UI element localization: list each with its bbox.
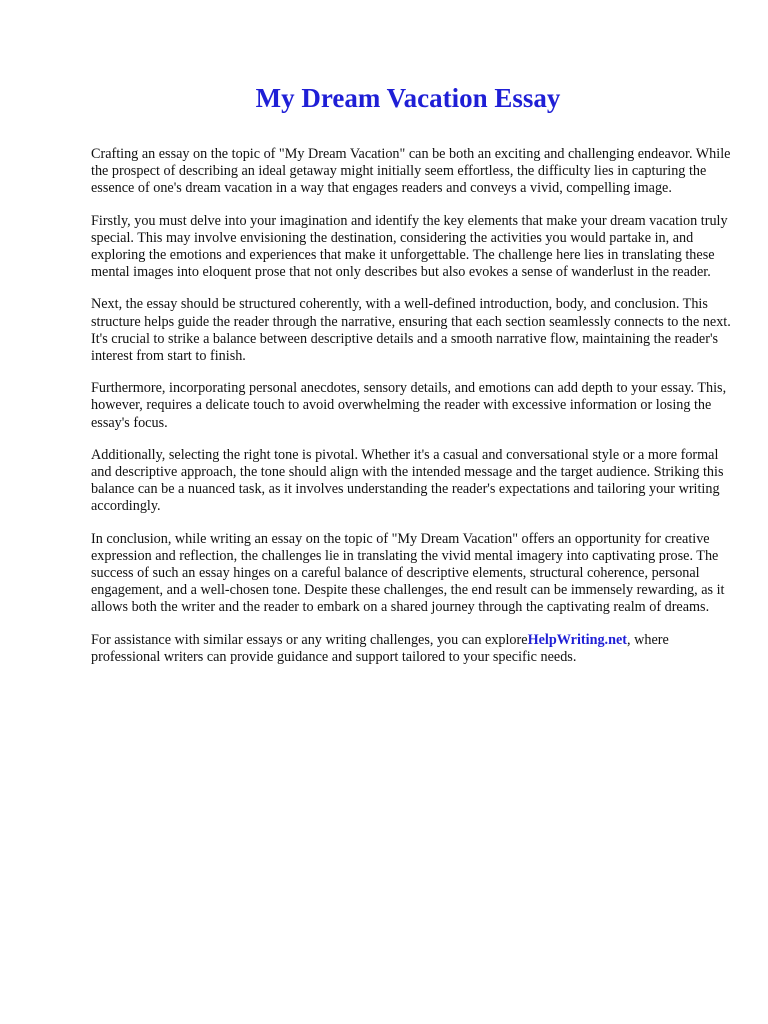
closing-text-after-link: , where professional writers can provide guidance and support tailored to your specific needs.: [91, 631, 669, 665]
paragraph-intro: Crafting an essay on the topic of "My Dream Vacation" can be both an exciting and challenging endeavor. While the prospect of describing an ideal getaway might initially seem effortless, the difficulty lies in capturing the essence of one's dream vacation in a way that engages readers and conveys a vivid, compelling image.: [91, 146, 731, 197]
paragraph-tone: Additionally, selecting the right tone is pivotal. Whether it's a casual and conversational style or a more formal and descriptive approach, the tone should align with the intended message and the target audience. Striking this balance can be a nuanced task, as it involves understanding the reader's expectations and tailoring your writing accordingly.: [91, 446, 724, 515]
helpwriting-link[interactable]: HelpWriting.net: [527, 631, 628, 648]
paragraph-anecdotes: Furthermore, incorporating personal anecdotes, sensory details, and emotions can add depth to your essay. This, however, requires a delicate touch to avoid overwhelming the reader with excessive information or losing the essay's focus.: [91, 380, 727, 431]
paragraph-imagination: Firstly, you must delve into your imagination and identify the key elements that make your dream vacation truly special. This may involve envisioning the destination, considering the activities you would partake in, and exploring the emotions and experiences that make it unforgettable. The challenge here lies in translating these mental images into eloquent prose that not only describes but also evokes a sense of wanderlust in the reader.: [91, 212, 728, 281]
paragraph-conclusion: In conclusion, while writing an essay on the topic of "My Dream Vacation" offers an opportunity for creative expression and reflection, the challenges lie in translating the vivid mental imagery into captivating prose. The success of such an essay hinges on a careful balance of descriptive elements, structural coherence, personal engagement, and a well-chosen tone. Despite these challenges, the end result can be immensely rewarding, as it allows both the writer and the reader to embark on a shared journey through the captivating realm of dreams.: [91, 530, 725, 616]
paragraph-closing: [91, 632, 731, 666]
page-title: My Dream Vacation Essay: [255, 83, 561, 113]
paragraph-structure: Next, the essay should be structured coherently, with a well-defined introduction, body, and conclusion. This structure helps guide the reader through the narrative, ensuring that each section seamlessly connects to the next. It's crucial to strike a balance between descriptive details and a smooth narrative flow, maintaining the reader's interest from start to finish.: [91, 296, 731, 365]
essay-body: [91, 146, 731, 681]
closing-text-before-link: For assistance with similar essays or any writing challenges, you can explore: [91, 631, 528, 648]
